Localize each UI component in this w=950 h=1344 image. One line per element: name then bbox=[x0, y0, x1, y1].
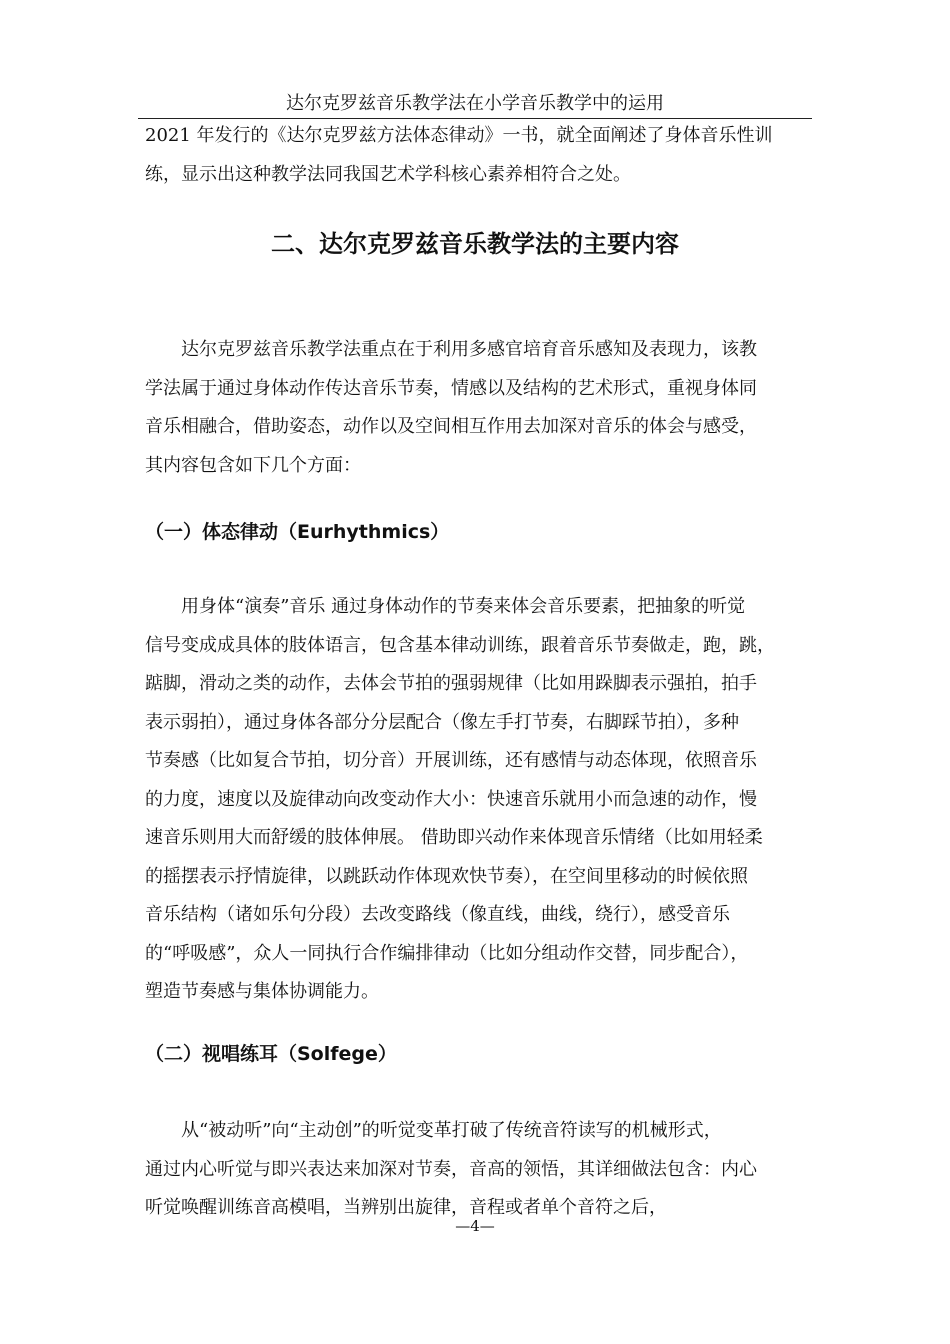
eurhythmics-line: 塑造节奏感与集体协调能力。 bbox=[145, 981, 379, 1002]
eurhythmics-line: 的摇摆表示抒情旋律，以跳跃动作体现欢快节奏），在空间里移动的时候依照 bbox=[145, 865, 748, 887]
solfege-paragraph bbox=[145, 1112, 810, 1228]
overview-paragraph bbox=[145, 331, 810, 485]
eurhythmics-line: 节奏感（比如复合节拍，切分音）开展训练，还有感情与动态体现，依照音乐 bbox=[145, 750, 757, 771]
eurhythmics-paragraph bbox=[145, 588, 810, 1012]
page-number: —4— bbox=[455, 1217, 495, 1235]
intro-paragraph bbox=[145, 117, 810, 194]
overview-line: 音乐相融合，借助姿态，动作以及空间相互作用去加深对音乐的体会与感受， bbox=[145, 416, 757, 437]
subsection-heading-solfege: （二）视唱练耳（Solfege） bbox=[145, 1043, 397, 1065]
overview-line: 其内容包含如下几个方面： bbox=[145, 454, 361, 476]
eurhythmics-line: 音乐结构（诸如乐句分段）去改变路线（像直线，曲线，绕行），感受音乐 bbox=[145, 904, 730, 925]
subsection-heading-eurhythmics: （一）体态律动（Eurhythmics） bbox=[145, 521, 450, 543]
running-header: 达尔克罗兹音乐教学法在小学音乐教学中的运用 bbox=[286, 93, 664, 114]
solfege-line: 听觉唤醒训练音高模唱，当辨别出旋律，音程或者单个音符之后， bbox=[145, 1197, 667, 1218]
eurhythmics-line: 表示弱拍），通过身体各部分分层配合（像左手打节奏，右脚踩节拍），多种 bbox=[145, 711, 739, 733]
eurhythmics-line: 速音乐则用大而舒缓的肢体伸展。 借助即兴动作来体现音乐情绪（比如用轻柔 bbox=[145, 827, 763, 848]
intro-line: 2021 年发行的《达尔克罗兹方法体态律动》一书，就全面阐述了身体音乐性训 bbox=[145, 125, 773, 146]
section-title: 二、达尔克罗兹音乐教学法的主要内容 bbox=[271, 230, 679, 258]
intro-line: 练，显示出这种教学法同我国艺术学科核心素养相符合之处。 bbox=[145, 163, 631, 185]
eurhythmics-line: 的“呼吸感”，众人一同执行合作编排律动（比如分组动作交替，同步配合）， bbox=[145, 942, 749, 964]
eurhythmics-line: 的力度，速度以及旋律动向改变动作大小：快速音乐就用小而急速的动作，慢 bbox=[145, 788, 757, 810]
overview-line: 学法属于通过身体动作传达音乐节奏，情感以及结构的艺术形式，重视身体同 bbox=[145, 377, 757, 399]
solfege-line: 从“被动听”向“主动创”的听觉变革打破了传统音符读写的机械形式， bbox=[181, 1120, 722, 1141]
eurhythmics-line: 用身体“演奏”音乐 通过身体动作的节奏来体会音乐要素，把抽象的听觉 bbox=[181, 596, 746, 617]
eurhythmics-line: 信号变成成具体的肢体语言，包含基本律动训练，跟着音乐节奏做走，跑，跳， bbox=[145, 634, 775, 656]
overview-line: 达尔克罗兹音乐教学法重点在于利用多感官培育音乐感知及表现力，该教 bbox=[181, 339, 757, 360]
solfege-line: 通过内心听觉与即兴表达来加深对节奏，音高的领悟，其详细做法包含：内心 bbox=[145, 1158, 757, 1180]
eurhythmics-line: 踮脚，滑动之类的动作，去体会节拍的强弱规律（比如用跺脚表示强拍，拍手 bbox=[145, 673, 757, 694]
